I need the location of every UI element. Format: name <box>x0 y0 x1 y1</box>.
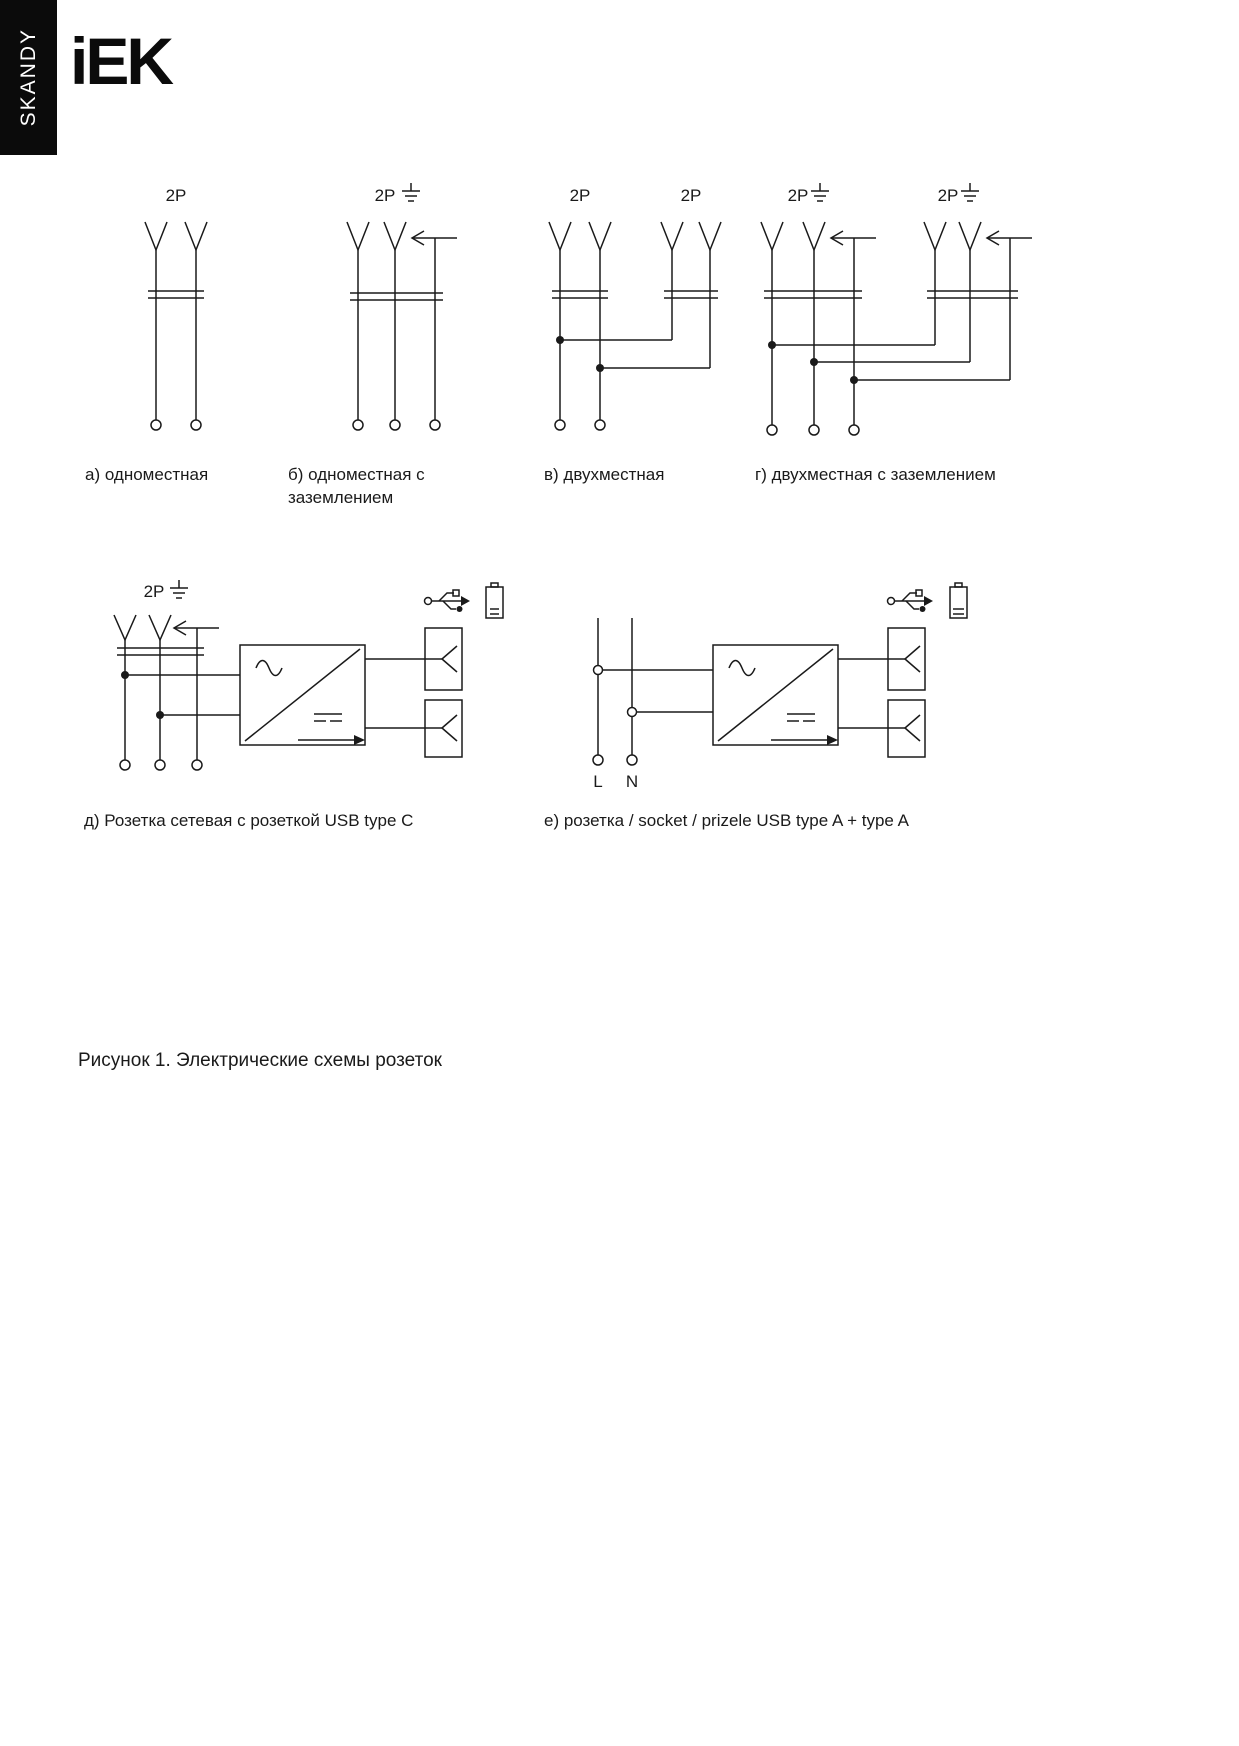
terminal-circle <box>430 420 440 430</box>
caption-socket-usb-c: д) Розетка сетевая с розеткой USB type C <box>84 811 414 830</box>
pole-label: 2P <box>787 186 809 205</box>
caption-single-socket: а) одноместная <box>85 465 209 484</box>
caption-single-socket-grounded: б) одноместная с заземлением <box>288 465 425 507</box>
terminal-circle <box>155 760 165 770</box>
terminal-circle <box>595 420 605 430</box>
junction-dot <box>596 364 604 372</box>
power-supply-block <box>240 645 365 745</box>
terminal-circle <box>191 420 201 430</box>
pole-label: 2P <box>680 186 702 205</box>
schematic-socket-usb-c <box>114 580 503 770</box>
terminal-circle <box>120 760 130 770</box>
output-port-box <box>425 700 462 757</box>
brand-logo: iEK <box>70 24 172 98</box>
ground-icon <box>811 183 829 201</box>
caption-socket-usb-a: е) розетка / socket / prizele USB type A + type A <box>544 811 910 830</box>
fork-terminal <box>185 222 207 250</box>
pole-label: 2P <box>374 186 396 205</box>
schematic-double-socket <box>549 186 721 430</box>
junction-dot <box>810 358 818 366</box>
tap-terminal-circle <box>594 666 603 675</box>
terminal-circle <box>627 755 637 765</box>
pole-label: 2P <box>143 582 165 601</box>
terminal-circle <box>767 425 777 435</box>
junction-dot <box>121 671 129 679</box>
schematic-socket-usb-a <box>593 583 967 791</box>
output-port-box <box>888 628 925 690</box>
ground-icon <box>170 580 188 598</box>
figure-caption: Рисунок 1. Электрические схемы розеток <box>78 1050 442 1071</box>
pole-label: 2P <box>937 186 959 205</box>
fork-terminal <box>761 222 783 250</box>
battery-icon <box>486 583 503 618</box>
terminal-circle <box>593 755 603 765</box>
fork-terminal <box>699 222 721 250</box>
junction-dot <box>156 711 164 719</box>
terminal-circle <box>151 420 161 430</box>
fork-terminal <box>347 222 369 250</box>
line-conductor-label: L <box>593 772 603 791</box>
usb-icon <box>425 590 471 612</box>
power-supply-block <box>713 645 838 745</box>
fork-terminal <box>549 222 571 250</box>
series-name: SKANDY <box>16 28 40 127</box>
terminal-circle <box>555 420 565 430</box>
output-port-box <box>425 628 462 690</box>
junction-dot <box>768 341 776 349</box>
schematic-single-socket-grounded <box>347 183 457 430</box>
terminal-circle <box>809 425 819 435</box>
schematic-double-socket-grounded <box>761 183 1032 435</box>
junction-dot <box>556 336 564 344</box>
fork-terminal <box>661 222 683 250</box>
neutral-conductor-label: N <box>625 772 639 791</box>
fork-terminal <box>384 222 406 250</box>
battery-icon <box>950 583 967 618</box>
fork-terminal <box>589 222 611 250</box>
caption-double-socket: в) двухместная <box>544 465 665 484</box>
terminal-circle <box>353 420 363 430</box>
schematic-single-socket <box>145 186 207 430</box>
caption-double-socket-grounded: г) двухместная с заземлением <box>755 465 996 484</box>
fork-terminal <box>114 615 136 640</box>
pole-label: 2P <box>165 186 187 205</box>
junction-dot <box>850 376 858 384</box>
terminal-circle <box>849 425 859 435</box>
fork-terminal <box>803 222 825 250</box>
terminal-circle <box>390 420 400 430</box>
output-port-box <box>888 700 925 757</box>
fork-terminal <box>924 222 946 250</box>
usb-icon <box>888 590 934 612</box>
fork-terminal <box>959 222 981 250</box>
fork-terminal <box>149 615 171 640</box>
terminal-circle <box>192 760 202 770</box>
fork-terminal <box>145 222 167 250</box>
tap-terminal-circle <box>628 708 637 717</box>
pole-label: 2P <box>569 186 591 205</box>
ground-icon <box>961 183 979 201</box>
ground-icon <box>402 183 420 201</box>
